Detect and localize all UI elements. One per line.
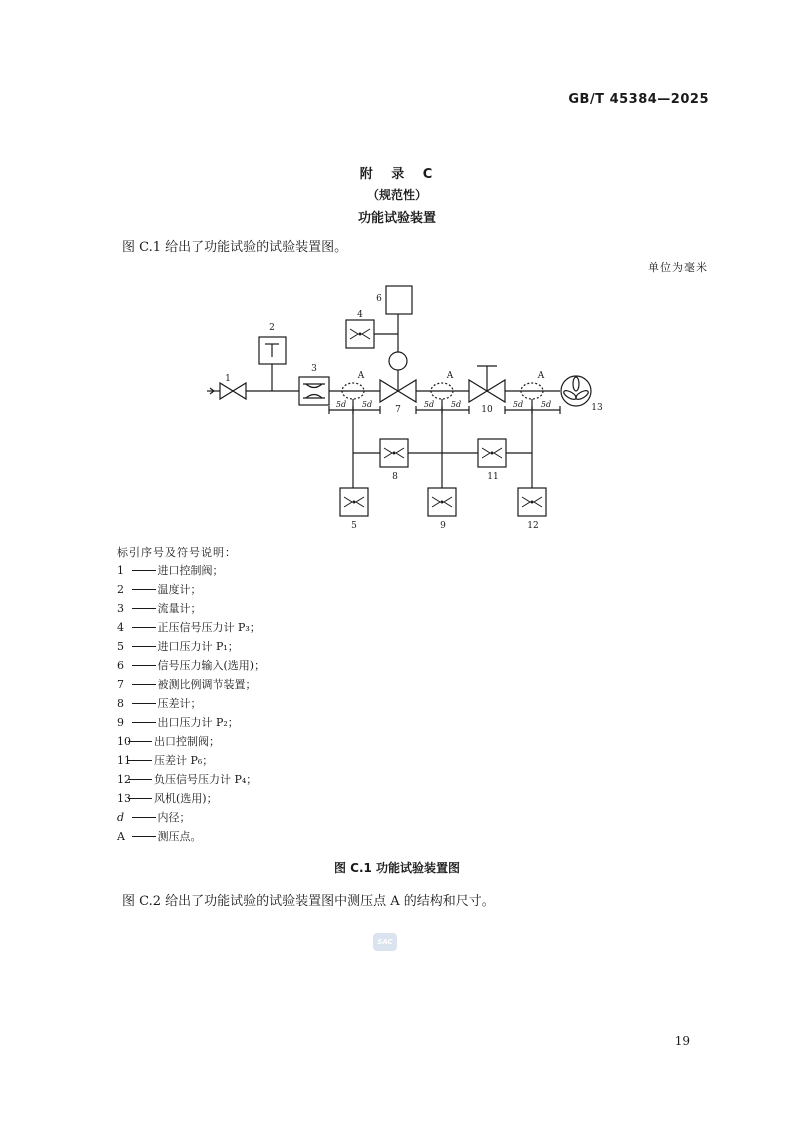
intro-c1: 图 C.1 给出了功能试验的试验装置图。 xyxy=(122,240,348,255)
legend-item xyxy=(117,713,265,732)
legend-num: 10 xyxy=(117,735,131,748)
legend-list xyxy=(117,561,265,846)
legend-item xyxy=(117,694,265,713)
legend-item xyxy=(117,656,265,675)
intro-c2: 图 C.2 给出了功能试验的试验装置图中测压点 A 的结构和尺寸。 xyxy=(122,894,495,909)
label-8: 8 xyxy=(392,472,398,482)
legend-item xyxy=(117,599,265,618)
legend-text: 出口压力计 P₂； xyxy=(157,716,239,729)
legend-item xyxy=(117,675,265,694)
legend-num: 2 xyxy=(117,583,124,596)
legend-title: 标引序号及符号说明： xyxy=(117,546,237,559)
legend-num: 1 xyxy=(117,564,124,577)
dim-5d: 5d xyxy=(512,400,524,409)
dim-5d: 5d xyxy=(423,400,435,409)
test-apparatus-diagram xyxy=(196,278,616,540)
legend-num: 11 xyxy=(117,754,131,767)
label-tap-a: A xyxy=(446,371,454,381)
appendix-type: （规范性） xyxy=(366,188,427,202)
legend-text: 信号压力输入(选用)； xyxy=(157,659,266,672)
legend-item xyxy=(117,637,265,656)
legend-text: 流量计； xyxy=(157,602,202,615)
unit-note: 单位为毫米 xyxy=(648,261,708,274)
legend-num: 9 xyxy=(117,716,124,729)
label-11: 11 xyxy=(487,472,499,482)
label-3: 3 xyxy=(311,364,317,374)
label-4: 4 xyxy=(357,310,363,320)
legend-text: 测压点。 xyxy=(157,830,202,843)
legend-num: A xyxy=(117,830,125,843)
legend-num: 12 xyxy=(117,773,131,786)
label-7: 7 xyxy=(395,405,401,415)
page-number: 19 xyxy=(674,1034,690,1048)
legend-num: 13 xyxy=(117,792,131,805)
legend-text: 出口控制阀； xyxy=(154,735,220,748)
label-9: 9 xyxy=(440,521,446,531)
legend-num: 3 xyxy=(117,602,124,615)
legend-item xyxy=(117,827,265,846)
legend-text: 风机(选用)； xyxy=(154,792,218,805)
legend-num: 8 xyxy=(117,697,124,710)
label-2: 2 xyxy=(269,323,275,333)
dim-5d: 5d xyxy=(335,400,347,409)
sac-watermark-logo: SAC xyxy=(373,933,397,951)
legend-text: 负压信号压力计 P₄； xyxy=(154,773,258,786)
legend-item xyxy=(117,580,265,599)
appendix-title: 功能试验装置 xyxy=(357,211,436,226)
legend-num: 7 xyxy=(117,678,124,691)
label-tap-a: A xyxy=(537,371,545,381)
legend-text: 温度计； xyxy=(157,583,202,596)
legend-text: 进口压力计 P₁； xyxy=(157,640,239,653)
legend-text: 进口控制阀； xyxy=(157,564,224,577)
label-6: 6 xyxy=(376,294,382,304)
dim-5d: 5d xyxy=(361,400,373,409)
label-10: 10 xyxy=(481,405,493,415)
legend-text: 被测比例调节装置； xyxy=(157,678,257,691)
legend-text: 压差计 P₆； xyxy=(154,754,214,767)
legend-item xyxy=(117,751,265,770)
legend-text: 正压信号压力计 P₃； xyxy=(157,621,261,634)
legend-num: d xyxy=(117,811,125,824)
legend-text: 内径； xyxy=(157,811,191,824)
label-5: 5 xyxy=(351,521,357,531)
legend-item xyxy=(117,561,265,580)
legend-num: 5 xyxy=(117,640,124,653)
dim-5d: 5d xyxy=(450,400,462,409)
legend-item xyxy=(117,770,265,789)
legend-item xyxy=(117,618,265,637)
legend-item xyxy=(117,808,265,827)
legend-item xyxy=(117,789,265,808)
appendix-label: 附 录 C xyxy=(359,167,435,182)
legend-item xyxy=(117,732,265,751)
dim-5d: 5d xyxy=(540,400,552,409)
legend-text: 压差计； xyxy=(157,697,202,710)
label-1: 1 xyxy=(225,374,231,384)
label-tap-a: A xyxy=(357,371,365,381)
figure-caption: 图 C.1 功能试验装置图 xyxy=(333,861,461,875)
label-13: 13 xyxy=(591,403,603,413)
standard-number: GB/T 45384—2025 xyxy=(568,92,709,107)
label-12: 12 xyxy=(527,521,539,531)
legend-num: 4 xyxy=(117,621,124,634)
legend-num: 6 xyxy=(117,659,124,672)
